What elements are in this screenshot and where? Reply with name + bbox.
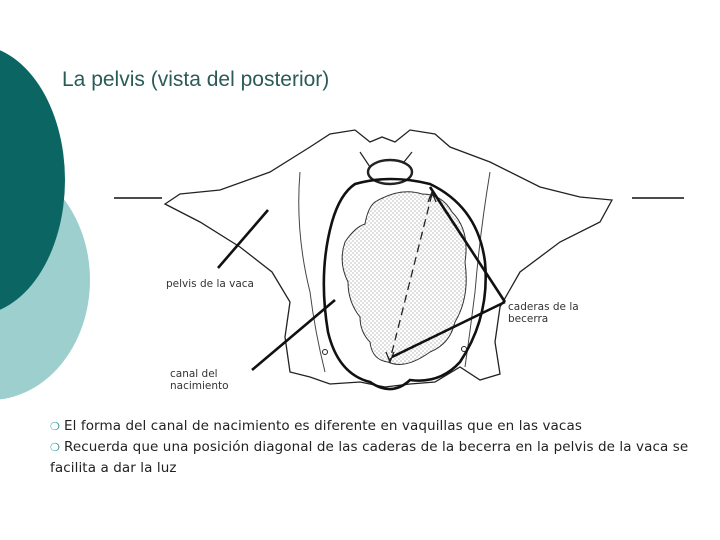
label-canal-line1: canal del (170, 368, 218, 380)
slide-title: La pelvis (vista del posterior) (62, 68, 330, 91)
label-caderas-becerra (508, 301, 579, 325)
bullet-text: El forma del canal de nacimiento es diferente en vaquillas que en las vacas (63, 418, 582, 434)
pointer-pelvis-vaca (218, 210, 268, 268)
foramen-right (462, 347, 467, 352)
inner-bone-left (299, 172, 325, 372)
bullet-circle-icon: ❍ (50, 420, 60, 433)
bullet-list (50, 416, 690, 478)
bullet-text: Recuerda que una posición diagonal de las caderas de la becerra en la pelvis de la vaca se facilita a dar la luz (50, 439, 689, 476)
bullet-item (50, 437, 690, 478)
label-pelvis-vaca: pelvis de la vaca (166, 278, 254, 290)
bullet-circle-icon: ❍ (50, 441, 60, 454)
bullet-item (50, 416, 690, 437)
label-canal-nacimiento (170, 368, 229, 392)
label-canal-line2: nacimiento (170, 380, 229, 392)
calf-pelvis-shape (342, 192, 466, 365)
foramen-left (323, 350, 328, 355)
label-caderas-line2: becerra (508, 313, 549, 325)
label-caderas-line1: caderas de la (508, 301, 579, 313)
pointer-canal (252, 300, 335, 370)
pelvis-diagram (160, 112, 616, 402)
